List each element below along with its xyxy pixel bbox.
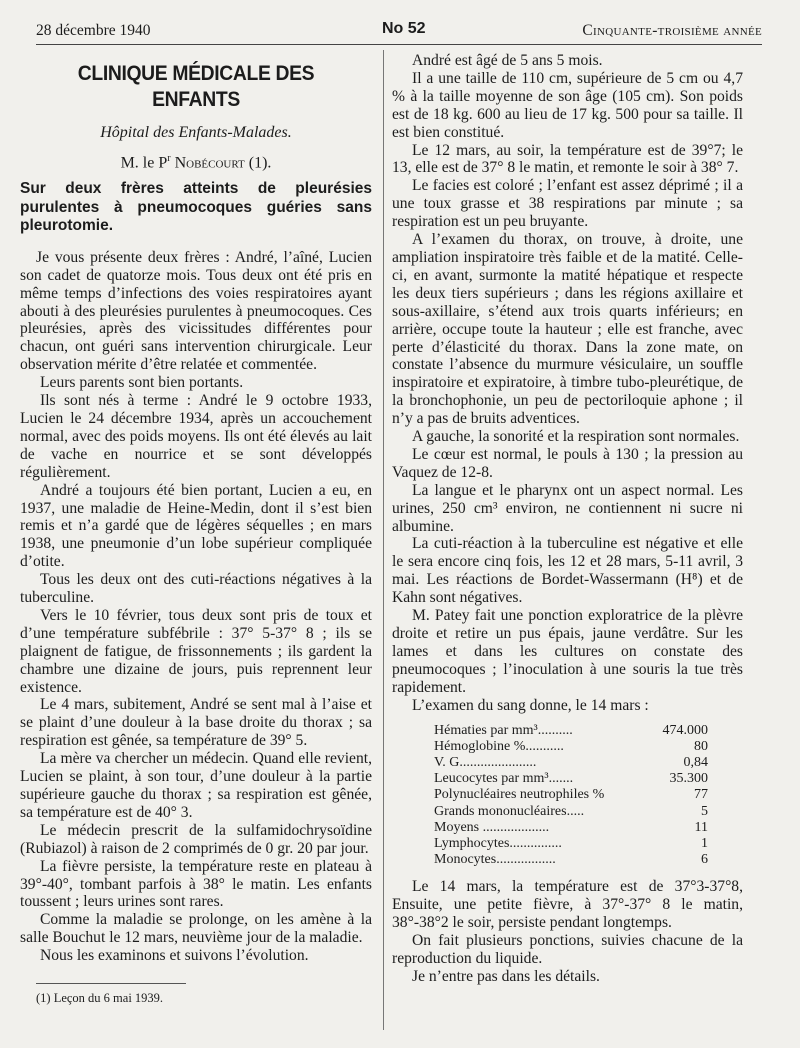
paragraph: Je n’entre pas dans les détails. xyxy=(412,967,600,985)
table-cell-label: Polynucléaires neutrophiles % xyxy=(434,787,605,803)
table-cell-label: V. G...................... xyxy=(434,754,537,770)
paragraph: A l’examen du thorax, on trouve, à droite, une ampliation inspiratoire très faible et de la matité. Celle-ci, en avant, surmonte la matité hépatique et respecte les deux tiers supérieurs ; dans les régions axillaire et sous-axillaire, s’étend aux trois quarts inférieurs; en arrière, occupe toute la hauteur ; elle est franche, avec perte d’élasticité du thorax. Dans la zone mate, on constate l’absence du murmure vésiculaire, un souffle inspiratoire et expiratoire, à timbre tubo-pleurétique, de la bronchophonie, un peu de pectoriloquie aphone ; il n’y a pas de bruits adventices. xyxy=(392,231,743,428)
paragraph: Tous les deux ont des cuti-réactions négatives à la tuberculine. xyxy=(20,571,372,607)
paragraph: Il a une taille de 110 cm, supérieure de 5 cm ou 4,7 % à la taille moyenne de son âge (105 cm). Son poids est de 18 kg. 600 au lieu de 17 kg. 500 pour sa taille. Il est bien constitué. xyxy=(392,69,743,141)
paragraph: Le cœur est normal, le pouls à 130 ; la pression au Vaquez de 12-8. xyxy=(392,445,743,481)
paragraph: Le médecin prescrit de la sulfamidochrysoïdine (Rubiazol) à raison de 2 comprimés de 0 gr. 20 par jour. xyxy=(20,821,372,857)
table-cell-value: 80 xyxy=(694,738,708,754)
column-divider xyxy=(383,50,384,1030)
paragraph: Comme la maladie se prolonge, on les amène à la salle Bouchut le 12 mars, neuvième jour de la maladie. xyxy=(20,911,372,947)
table-row xyxy=(434,771,708,787)
publication-year: Cinquante-troisième année xyxy=(582,22,762,39)
table-cell-value: 6 xyxy=(701,852,708,868)
paragraph: Nous les examinons et suivons l’évolution. xyxy=(40,947,309,965)
paragraph: Le 14 mars, la température est de 37°3-37°8, Ensuite, une petite fièvre, à 37°-37° 8 le matin, 38°-38°2 le soir, persiste pendant longtemps. xyxy=(392,878,743,932)
paragraph: Je vous présente deux frères : André, l’aîné, Lucien son cadet de quatorze mois. Tous deux ont été pris en même temps d’infections des voies respiratoires ayant abouti à des pleurésies purulentes à pneumocoques. Ces pleurésies, après des vicissitudes différentes pour chacun, ont guéri sans intervention chirurgicale. Leur observation mérite d’être relatée et commentée. xyxy=(20,248,372,374)
table-cell-label: Hématies par mm³.......... xyxy=(434,722,573,738)
table-cell-value: 5 xyxy=(701,803,708,819)
paragraph: Ils sont nés à terme : André le 9 octobre 1933, Lucien le 24 décembre 1934, après un accouchement normal, avec des poids moyens. Ils ont été élevés au lait de vache en nourrice et se sont développés régulièrement. xyxy=(20,392,372,481)
table-row xyxy=(434,739,708,755)
blood-exam-table xyxy=(434,723,708,869)
paragraph: L’examen du sang donne, le 14 mars : xyxy=(412,696,649,714)
footnote-divider xyxy=(36,983,186,984)
footnote: (1) Leçon du 6 mai 1939. xyxy=(36,991,164,1006)
paragraph: Leurs parents sont bien portants. xyxy=(40,374,244,392)
hospital-name: Hôpital des Enfants-Malades. xyxy=(100,124,292,141)
paragraph: La cuti-réaction à la tuberculine est négative et elle le sera encore cinq fois, les 12 et 28 mars, 5-11 avril, 3 mai. Les réactions de Bordet-Wassermann (H⁸) et de Kahn sont négatives. xyxy=(392,535,743,607)
paragraph: On fait plusieurs ponctions, suivies chacune de la reproduction du liquide. xyxy=(392,932,743,967)
table-cell-value: 77 xyxy=(694,787,708,803)
table-cell-label: Hémoglobine %........... xyxy=(434,738,564,754)
table-cell-value: 0,84 xyxy=(683,754,708,770)
paragraph: Le 12 mars, au soir, la température est de 39°7; le 13, elle est de 37° 8 le matin, et remonte le soir à 38° 7. xyxy=(392,141,743,177)
table-cell-value: 474.000 xyxy=(662,722,708,738)
table-row xyxy=(434,787,708,803)
clinic-title: CLINIQUE MÉDICALE DES ENFANTS xyxy=(77,61,315,111)
issue-number: No 52 xyxy=(382,20,426,37)
paragraph: M. Patey fait une ponction exploratrice de la plèvre droite et retire un pus épais, jaune verdâtre. Sur les lames et dans les cultures on constate des pneumocoques ; l’inoculation à une souris la tue très rapidement. xyxy=(392,607,743,696)
table-row xyxy=(434,836,708,852)
table-cell-label: Monocytes................. xyxy=(434,852,556,868)
issue-date: 28 décembre 1940 xyxy=(36,22,151,39)
paragraph: André a toujours été bien portant, Lucien a eu, en 1937, une maladie de Heine-Medin, dont il s’est bien remis et n’a gardé que de légères séquelles ; en mars 1938, une pneumonie d’un lobe supérieur compliquée d’otite. xyxy=(20,481,372,571)
table-row xyxy=(434,820,708,836)
table-cell-value: 1 xyxy=(701,835,708,851)
table-row xyxy=(434,804,708,820)
table-row xyxy=(434,723,708,739)
paragraph: La langue et le pharynx ont un aspect normal. Les urines, 250 cm³ environ, ne contiennent ni sucre ni albumine. xyxy=(392,481,743,535)
paragraph: La mère va chercher un médecin. Quand elle revient, Lucien se plaint, à son tour, d’une douleur à la partie supérieure gauche du thorax ; sa respiration est gênée, sa température est de 40° 3. xyxy=(20,750,372,821)
paragraph: A gauche, la sonorité et la respiration sont normales. xyxy=(412,428,740,446)
article-title: Sur deux frères atteints de pleurésies purulentes à pneumocoques guéries sans pleurotomie. xyxy=(20,180,372,235)
table-row xyxy=(434,852,708,868)
right-column xyxy=(392,52,743,986)
page-header xyxy=(36,20,762,45)
paragraph: Vers le 10 février, tous deux sont pris de toux et d’une température subfébrile : 37° 5-37° 8 ; ils se plaignent de fatigue, de frissonnements ; ils gardent la chambre une dizaine de jours, puis reprennent leur existence. xyxy=(20,606,372,696)
table-cell-label: Leucocytes par mm³....... xyxy=(434,771,574,787)
table-cell-value: 11 xyxy=(694,819,708,835)
table-cell-label: Lymphocytes............... xyxy=(434,835,562,851)
paragraph: Le 4 mars, subitement, André se sent mal à l’aise et se plaint d’une douleur à la base droite du thorax ; sa respiration est gênée, sa température de 39° 5. xyxy=(20,696,372,750)
table-cell-label: Grands mononucléaires..... xyxy=(434,803,585,819)
table-cell-value: 35.300 xyxy=(669,771,708,787)
paragraph: André est âgé de 5 ans 5 mois. xyxy=(412,52,603,69)
left-column xyxy=(20,52,372,1006)
paragraph: La fièvre persiste, la température reste en plateau à 39°-40°, tombant parfois à 38° le matin. Les enfants toussent ; leurs urines sont rares. xyxy=(20,857,372,911)
paragraph: Le facies est coloré ; l’enfant est assez déprimé ; il a une toux grasse et 38 respirations par minute ; sa respiration est un peu bruyante. xyxy=(392,177,743,231)
author-line: M. le $P^r$ Nobécourt (1). xyxy=(120,153,272,172)
table-row xyxy=(434,755,708,771)
table-cell-label: Moyens ................... xyxy=(434,819,550,835)
